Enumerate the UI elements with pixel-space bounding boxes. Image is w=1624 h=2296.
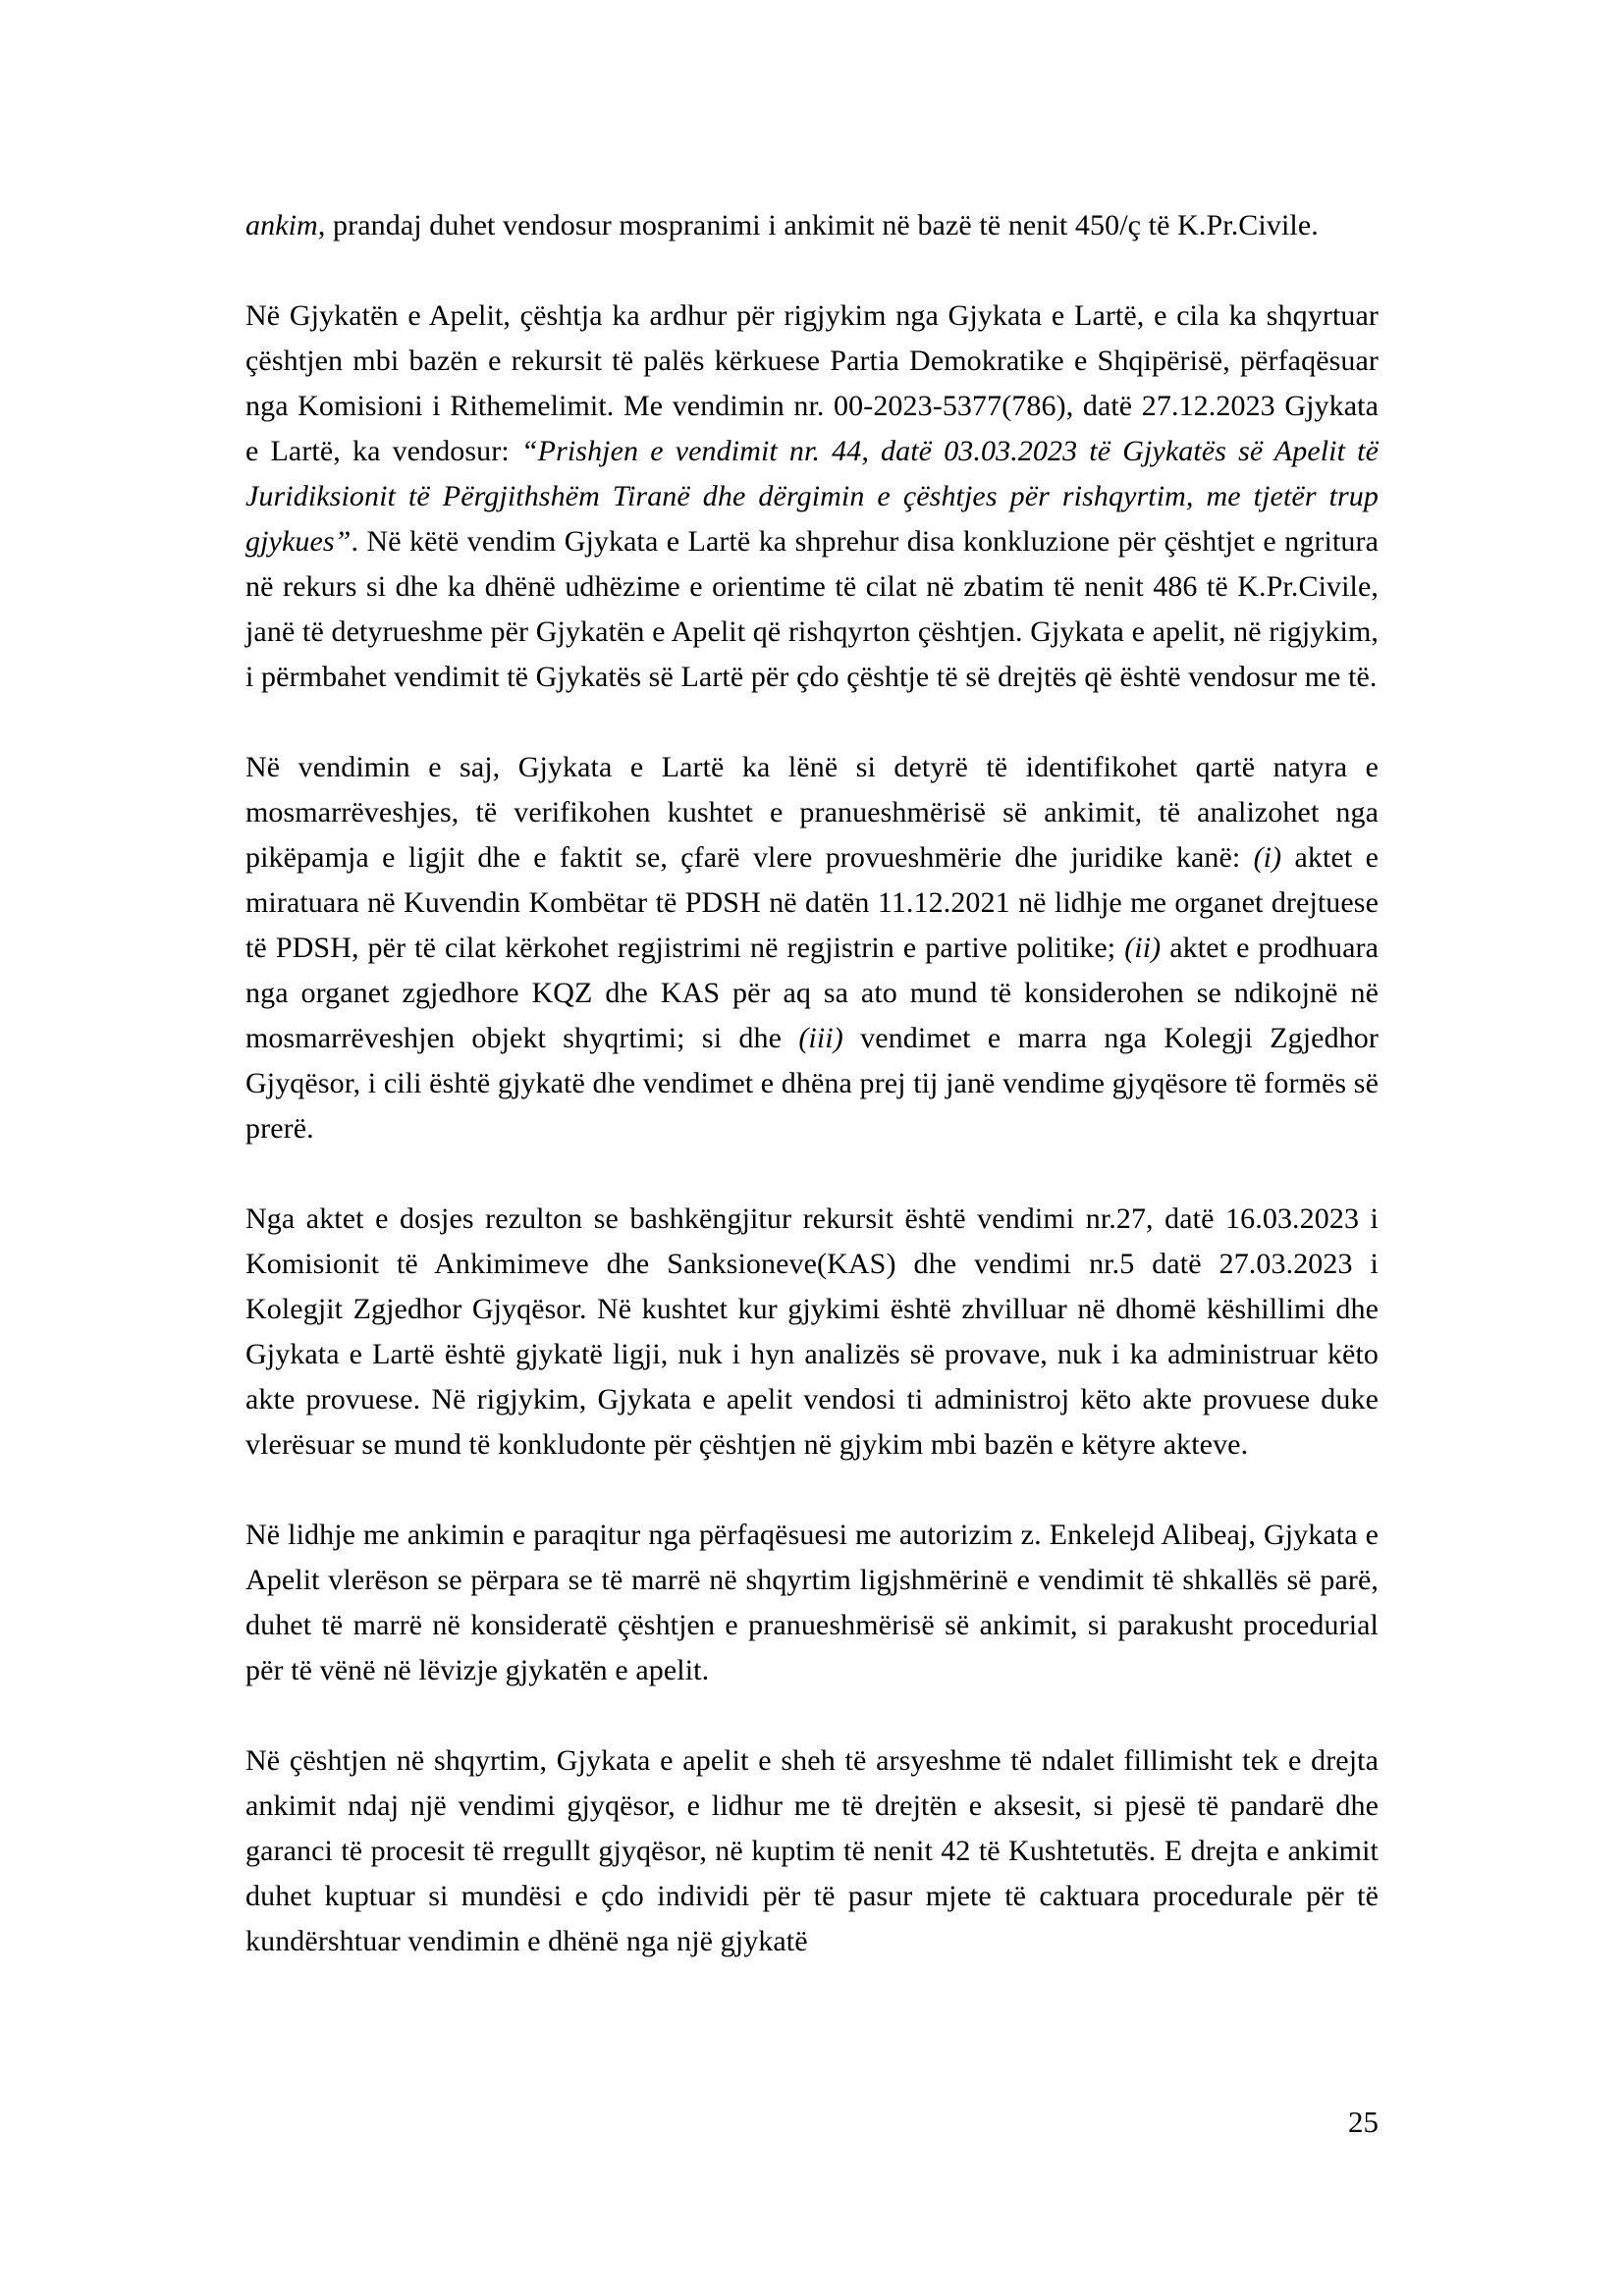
italic-text-run: “Prishjen e vendimit nr. 44, datë 03.03.2023 të Gjykatës së Apelit të Juridiksionit të Përgjithshëm Tiranë dhe dërgimin e çështjes për rishqyrtim, me tjetër trup gjykues” <box>245 435 1379 558</box>
text-run: Në Gjykatën e Apelit, çështja ka ardhur për rigjykim nga Gjykata e Lartë, e cila ka shqyrtuar çështjen mbi bazën e rekursit të palës kërkuese Partia Demokratike e Shqipërisë, përfaqësuar nga Komisioni i Rithemelimit. Me vendimin nr. 00-2023-5377(786), datë 27.12.2023 Gjykata e Lartë, ka vendosur: <box>245 299 1379 467</box>
italic-text-run: (ii) <box>1124 932 1162 964</box>
text-run: . Në këtë vendim Gjykata e Lartë ka shprehur disa konkluzione për çështjet e ngritura në rekurs si dhe ka dhënë udhëzime e orientime të cilat në zbatim të nenit 486 të K.Pr.Civile, janë të detyrueshme për Gjykatën e Apelit që rishqyrton çështjen. Gjykata e apelit, në rigjykim, i përmbahet vendimit të Gjykatës së Lartë për çdo çështje të së drejtës që është vendosur me të. <box>245 525 1379 693</box>
paragraph <box>245 1738 1379 1964</box>
paragraph <box>245 1197 1379 1468</box>
italic-text-run: (iii) <box>798 1022 843 1054</box>
paragraph <box>245 1513 1379 1693</box>
text-run: Nga aktet e dosjes rezulton se bashkëngjitur rekursit është vendimi nr.27, datë 16.03.2023 i Komisionit të Ankimimeve dhe Sanksioneve(KAS) dhe vendimi nr.5 datë 27.03.2023 i Kolegjit Zgjedhor Gjyqësor. Në kushtet kur gjykimi është zhvilluar në dhomë këshillimi dhe Gjykata e Lartë është gjykatë ligji, nuk i hyn analizës së provave, nuk i ka administruar këto akte provuese. Në rigjykim, Gjykata e apelit vendosi ti administroj këto akte provuese duke vlerësuar se mund të konkludonte për çështjen në gjykim mbi bazën e këtyre akteve. <box>245 1202 1379 1461</box>
paragraph <box>245 203 1379 248</box>
page-number: 25 <box>1348 2105 1379 2139</box>
text-run: , prandaj duhet vendosur mospranimi i ankimit në bazë të nenit 450/ç të K.Pr.Civile. <box>317 209 1319 241</box>
text-run: Në çështjen në shqyrtim, Gjykata e apelit e sheh të arsyeshme të ndalet fillimisht tek e drejta ankimit ndaj një vendimi gjyqësor, e lidhur me të drejtën e aksesit, si pjesë të pandarë dhe garanci të procesit të rregullt gjyqësor, në kuptim të nenit 42 të Kushtetutës. E drejta e ankimit duhet kuptuar si mundësi e çdo individi për të pasur mjete të caktuara procedurale për të kundërshtuar vendimin e dhënë nga një gjykatë <box>245 1744 1379 1957</box>
document-body <box>245 203 1379 1964</box>
text-run: vendimet e marra nga Kolegji Zgjedhor Gjyqësor, i cili është gjykatë dhe vendimet e dhëna prej tij janë vendime gjyqësore të formës së prerë. <box>245 1022 1379 1145</box>
text-run: aktet e miratuara në Kuvendin Kombëtar të PDSH në datën 11.12.2021 në lidhje me organet drejtuese të PDSH, për të cilat kërkohet regjistrimi në regjistrin e partive politike; <box>245 841 1379 964</box>
paragraph <box>245 745 1379 1151</box>
text-run: Në lidhje me ankimin e paraqitur nga përfaqësuesi me autorizim z. Enkelejd Alibeaj, Gjykata e Apelit vlerëson se përpara se të marrë në shqyrtim ligjshmërinë e vendimit të shkallës së parë, duhet të marrë në konsideratë çështjen e pranueshmërisë së ankimit, si parakusht procedurial për të vënë në lëvizje gjykatën e apelit. <box>245 1519 1379 1686</box>
paragraph <box>245 294 1379 700</box>
italic-text-run: (i) <box>1253 841 1282 874</box>
text-run: Në vendimin e saj, Gjykata e Lartë ka lënë si detyrë të identifikohet qartë natyra e mosmarrëveshjes, të verifikohen kushtet e pranueshmërisë së ankimit, të analizohet nga pikëpamja e ligjit dhe e faktit se, çfarë vlere provueshmërie dhe juridike kanë: <box>245 751 1379 874</box>
italic-text-run: ankim <box>245 209 318 241</box>
text-run: aktet e prodhuara nga organet zgjedhore KQZ dhe KAS për aq sa ato mund të konsiderohen se ndikojnë në mosmarrëveshjen objekt shyqrtimi; si dhe <box>245 932 1379 1054</box>
